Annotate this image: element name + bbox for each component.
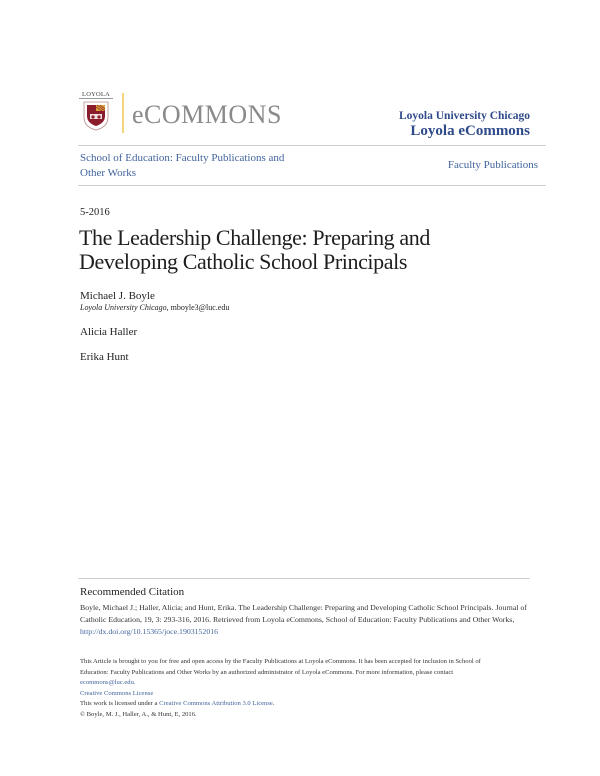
citation-rule [78,578,530,579]
loyola-seal [79,91,113,135]
notice-line-2: Education: Faculty Publications and Other Works by an authorized administrator of Loyola eCommons. For more information, please contact [80,668,454,676]
university-name[interactable]: Loyola University Chicago [399,110,530,122]
ecommons-wordmark: eCOMMONS [132,100,282,129]
parent-collection-line1: School of Education: Faculty Publications and [80,152,285,164]
seal-wordmark: LOYOLA [79,91,113,99]
license-link[interactable]: Creative Commons Attribution 3.0 License [159,700,273,707]
author-name: Erika Hunt [80,351,129,363]
article-title: The Leadership Challenge: Preparing and Developing Catholic School Principals [79,225,430,274]
license-statement [80,699,540,710]
copyright-notice: © Boyle, M. J., Haller, A., & Hunt, E, 2016. [80,710,197,718]
header-bottom-rule [78,185,546,186]
contact-email-link[interactable]: ecommons@luc.edu. [80,679,136,686]
author-affiliation [80,303,229,312]
parent-collection-line2: Other Works [80,167,137,179]
repository-name[interactable]: Loyola eCommons [410,123,530,139]
license-heading-link[interactable]: Creative Commons License [80,689,154,697]
license-suffix: . [272,700,275,707]
access-notice [80,657,540,720]
parent-collection-link[interactable] [80,151,310,181]
doi-link[interactable]: http://dx.doi.org/10.15365/joce.1903152016 [80,627,219,636]
license-prefix: This work is licensed under a [80,700,160,707]
author-email[interactable]: mboyle3@luc.edu [170,303,230,312]
citation-heading: Recommended Citation [80,586,185,598]
series-link[interactable]: Faculty Publications [447,159,538,171]
header-top-rule [78,145,546,146]
loyola-shield-icon [83,101,109,131]
affiliation-separator: , [166,303,171,312]
author-name: Michael J. Boyle [80,290,155,302]
publication-date: 5-2016 [80,207,110,218]
citation-body: Boyle, Michael J.; Haller, Alicia; and Hunt, Erika. The Leadership Challenge: Preparing and Developing Catholic School Principals. Journal of Catholic Education, 19, 3: 293-316, 2016. Retrieved from Loyola eCommons, School of Education: Faculty Publications and Other Works, [80,603,527,624]
author-name: Alicia Haller [80,326,138,338]
logo-divider [122,93,124,133]
university-block [399,110,530,139]
citation-text [80,602,530,638]
author-institution: Loyola University Chicago [80,303,167,312]
ecommons-logo[interactable] [79,91,282,135]
notice-line-1: This Article is brought to you for free and open access by the Faculty Publications at Loyola eCommons. It has been accepted for inclusion in School of [80,658,481,665]
